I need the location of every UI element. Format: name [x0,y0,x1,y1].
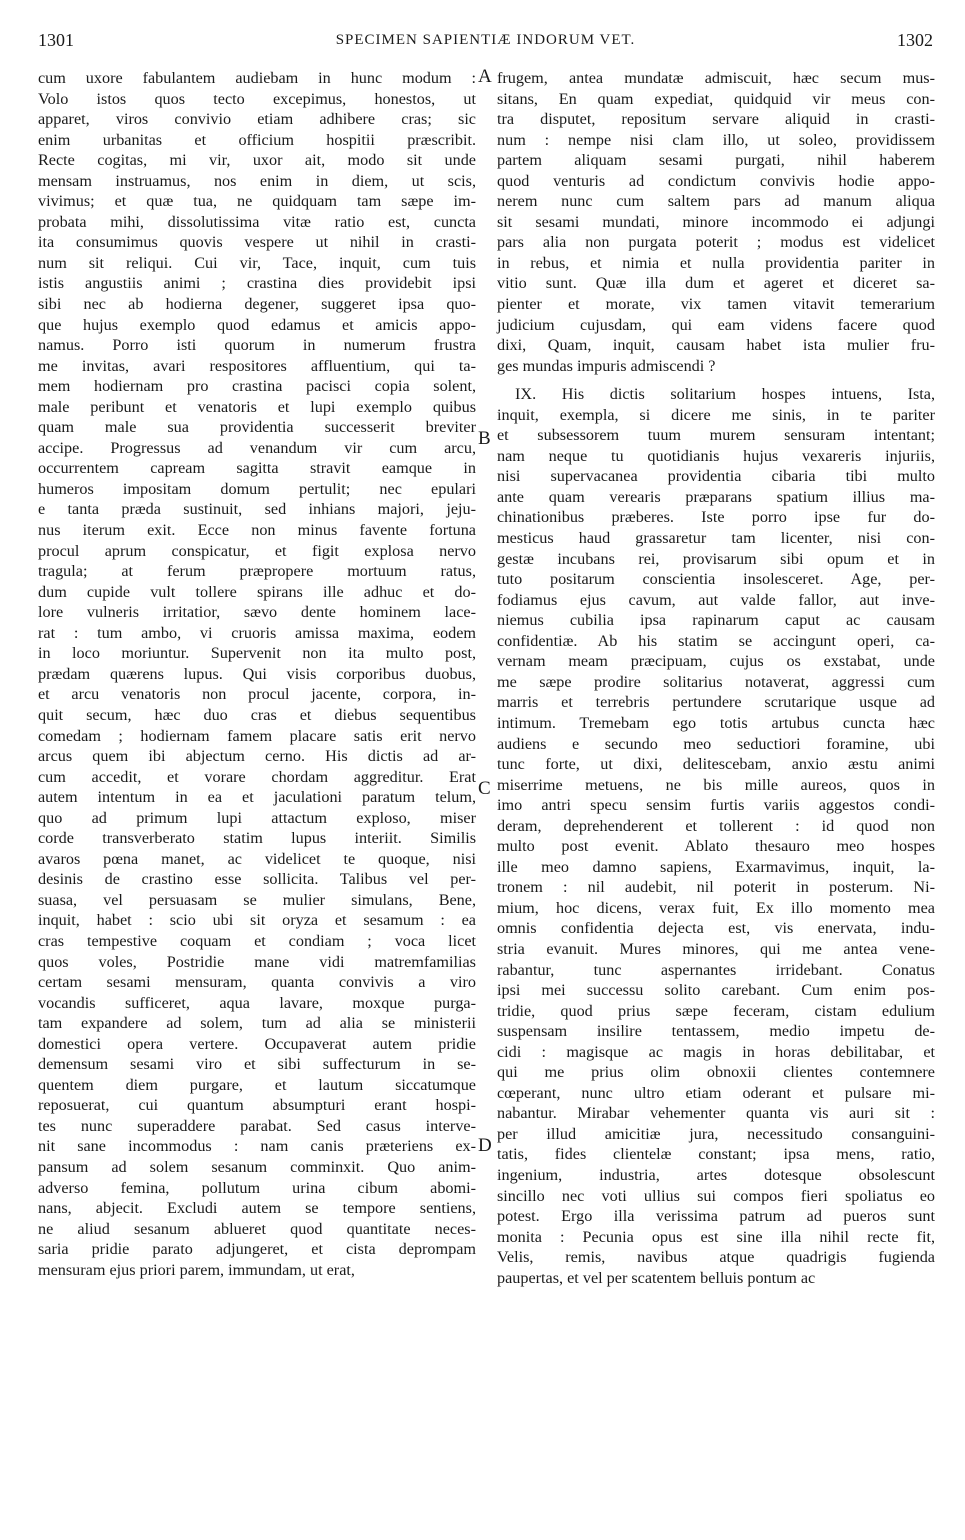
text-line: vivimus; et quæ tua, ne quidquam tam sæpe im- [38,192,476,211]
text-line: cras tempestive coquam et condiam ; voca licet [38,931,476,950]
text-line: Recte cogitas, mi vir, uxor ait, modo sit unde [38,151,476,170]
text-line: ipsi mei successu solito carebant. Cum enim pos- [497,981,935,1000]
text-line: tam expandere ad solem, tum ad alia se ministerii [38,1014,476,1033]
text-line: pansum ad solem sesanum comminxit. Quo anim- [38,1157,476,1176]
text-line: nabantur. Mirabar vehementer quanta vis auri sit : [497,1104,935,1123]
text-line: namus. Porro isti quorum in numerum frustra [38,336,476,355]
text-line: apparet, viros convivio etiam adhibere cras; sic [38,110,476,129]
text-line: quam male sua providentia successerit breviter [38,418,476,437]
text-line: qui me prius olim obnoxii clientes contemnere [497,1063,935,1082]
text-line: saria pridie parato adjungeret, et cista deprompam [38,1240,476,1259]
text-line: comedam ; hodiernam famem placare satis erit nervo [38,726,476,745]
left-column [38,68,476,1280]
text-line: deram, deprehenderent et tollerent : id quod non [497,816,935,835]
text-line: reposuerat, cui quantum absumpturi erant hospi- [38,1096,476,1115]
text-line: inquit, exempla, si dicere me sinis, in te pariter [497,405,935,424]
text-line: prædam quærens lupus. Qui visis corporibus duobus, [38,664,476,683]
text-line: lore vulneris irritatior, sævo dente hominem lace- [38,603,476,622]
text-line: probata mihi, dissolutissima vitæ ratio est, cuncta [38,212,476,231]
text-line: marris et terrebris pertundere scrutarique usque ad [497,693,935,712]
text-line: sibi nec ab hodierna degener, suggeret ipsa quo- [38,295,476,314]
text-line: ante quam verearis præparans spatium illius ma- [497,487,935,506]
text-line: in loco moriuntur. Supervenit non ita multo post, [38,644,476,663]
section-marker-c: C [478,778,491,799]
text-line: stria evanuit. Mures minores, qui me antea vene- [497,939,935,958]
text-line: et arcu venatoris non procul jacente, corpora, in- [38,685,476,704]
text-line: cidi : magisque ac magis in horas debilitabar, et [497,1042,935,1061]
running-header [38,28,933,56]
text-line: sitans, En quam expediat, quidquid vir meus con- [497,89,935,108]
text-line: fodiamus ejus cavum, aut valde fallor, aut inve- [497,590,935,609]
text-line: vernam meam præcipuam, cujus os exstabat, unde [497,652,935,671]
text-line: corde transverberato statim lupus interiit. Similis [38,829,476,848]
text-line: chinationibus præberes. Iste porro ipse fur do- [497,508,935,527]
text-line: cum accedit, et vorare chordam aggreditur. Erat [38,767,476,786]
text-line: quos voles, Postridie mane vidi matremfamilias [38,952,476,971]
text-line: frugem, antea mundatæ admiscuit, hæc secum mus- [497,69,935,87]
text-line: domestici opera vertere. Occupaverat autem pridie [38,1034,476,1053]
text-line: inquit, habet : scio ubi sit oryza et sesamum : ea [38,911,476,930]
text-line: rat : tum ambo, vi cruoris amissa maxima, eodem [38,623,476,642]
text-line: gestæ incubans rei, provisarum sibi opum et in [497,549,935,568]
text-line: sincillo nec voti ullius sui compos fieri spoliatus eo [497,1186,935,1205]
text-line: certam sesami mensuram, quanta convivis a viro [38,973,476,992]
text-line: e tanta præda sustinuit, sed inhians majori, jeju- [38,500,476,519]
text-line: tragula; at ferum præpropere mortuum ratus, [38,562,476,581]
text-line: nerem nunc cum saltem pars ad manum aliqua [497,192,935,211]
text-line: cœperant, nunc ultro etiam oderant et pulsare mi- [497,1083,935,1102]
text-line: mem hodiernam pro crastina pacisci copia solent, [38,377,476,396]
text-line: suspensam insilire tentassem, medio impetu de- [497,1022,935,1041]
text-line: judicium cujusdam, qui eam videns facere quod [497,315,935,334]
text-line: multo post evenit. Ablato thesauro meo hospes [497,837,935,856]
text-line: vocandis sufficeret, aqua lavare, moxque purga- [38,993,476,1012]
text-line: suasa, vel persuasam se mulier simulans, Bene, [38,890,476,909]
text-line: ges mundas impuris admiscendi ? [497,356,716,375]
text-line: paupertas, et vel per scatentem belluis pontum ac [497,1268,816,1287]
text-line: mensam instruamus, nos enim in diem, ut scis, [38,171,476,190]
text-line: que hujus exemplo quod edamus et amicis appo- [38,315,476,334]
text-line: procul aprum conspicatur, et figit explosa nervo [38,541,476,560]
text-line: tatis, fides clientelæ constant; ipsa mens, ratio, [497,1145,935,1164]
text-line: pars alia non purgata poterit ; modus est videlicet [497,233,935,252]
text-line: nans, abjecit. Excludi autem se tempore sentiens, [38,1199,476,1218]
text-line: ille meo damno sapiens, Exarmavimus, inquit, la- [497,857,935,876]
text-line: Velis, remis, navibus atque quadrigis fugienda [497,1248,935,1267]
text-line: nus iterum exit. Ecce non minus favente fortuna [38,521,476,540]
text-line: per illud amicitiæ jura, necessitudo consanguini- [497,1124,935,1143]
text-line: accipe. Progressus ad venandum vir cum arcu, [38,438,476,457]
text-line: rabantur, tunc aspernantes irridebant. Conatus [497,960,935,979]
text-line: mensuram ejus priori parem, immundam, ut erat, [38,1260,355,1279]
text-line: arcus quem ibi abjectum cerno. His dictis ad ar- [38,747,476,766]
text-line: occurrentem capream sagitta stravit eamque in [38,459,476,478]
text-line: tronem : nil audebit, nil poterit in posterum. Ni- [497,878,935,897]
text-line: monita : Pecunia opus est sine illa nihil recte fit, [497,1227,935,1246]
text-line: nam neque tu quotidianis hujus vexareris injuriis, [497,446,935,465]
text-line: ingenium, industria, artes dotesque obsolescunt [497,1165,935,1184]
text-line: adverso femina, pollutum urina cibum abomi- [38,1178,476,1197]
text-line: niemus cubilia ipsa rapinarum caput ac causam [497,611,935,630]
text-line: me sæpe prodire solitarius notaverat, aggressi cum [497,672,935,691]
text-line: cum uxore fabulantem audiebam in hunc modum : [38,69,476,87]
text-line: ita consumimus quovis vespere ut nihil in crasti- [38,233,476,252]
text-line: omnis confidentia dejecta est, vis enervata, indu- [497,919,935,938]
text-line: tra disputet, repositum servare aliquid in crasti- [497,110,935,129]
text-line: mesticus haud grassaretur tam licenter, nisi con- [497,529,935,548]
section-marker-b: B [478,428,491,449]
text-line: partem aliquam sesami purgati, nihil haberem [497,151,935,170]
text-line: male peribunt et venatoris et lupi exemplo quibus [38,397,476,416]
text-line: audiens e secundo meo seductiori foramine, ubi [497,734,935,753]
text-line: imo antri specu sensim furtis variis aggestos condi- [497,796,935,815]
text-line: tes nunc superaddere parabat. Sed casus interve- [38,1116,476,1135]
text-line: dum cupide vult tollere spirans ille adhuc et do- [38,582,476,601]
page-number-right: 1302 [897,30,933,50]
text-line: tridie, quod prius sæpe feceram, cistam edulium [497,1001,935,1020]
text-line: miserrime metuens, ne bis mille aureos, quos in [497,775,935,794]
section-marker-d: D [478,1135,492,1156]
text-line: mium, hoc dicens, verax fuit, Ex illo momento mea [497,898,935,917]
text-line: ne aliud sesanum ablueret quod quantitate neces- [38,1219,476,1238]
text-line: tunc forte, ut dixi, delitescebam, anxio æstu animi [497,755,935,774]
text-line: pienter et morate, vix tamen vitavit temerarium [497,295,935,314]
text-line: quit secum, hæc duo cras et diebus sequentibus [38,705,476,724]
text-line: in rebus, et nimia et nulla providentia pariter in [497,253,935,272]
text-line: autem intentum in ea et jaculationi paratum telum, [38,788,476,807]
text-line: vitio sunt. Quæ illa dum et ageret et diceret sa- [497,274,935,293]
text-line: potest. Ergo illa verissima patrum ad pueros sunt [497,1207,935,1226]
text-line: quod venturis ad condictum convivis hodie appo- [497,171,935,190]
text-line: nit sane incommodus : nam canis præteriens ex- [38,1137,476,1156]
text-line: confidentiæ. Ab his statim se accingunt operi, ca- [497,631,935,650]
text-line: IX. His dictis solitarium hospes intuens, Ista, [515,385,935,404]
running-title: SPECIMEN SAPIENTIÆ INDORUM VET. [335,32,636,48]
page-number-left: 1301 [38,30,74,50]
text-line: istis angustiis animi ; crastina dies providebit ipsi [38,274,476,293]
text-line: demensum sesami viro et sibi suffecturum in se- [38,1055,476,1074]
right-column [497,68,935,1288]
text-line: num sit reliqui. Cui vir, Tace, inquit, cum tuis [38,253,476,272]
text-line: intimum. Tremebam ego totis artubus cuncta hæc [497,713,935,732]
text-line: avaros pœna manet, ac videlicet te quoque, nisi [38,849,476,868]
text-line: num : nempe nisi clam illo, ut soleo, providissem [497,130,935,149]
text-line: sit sesami mundati, minore incommodo ei adjungi [497,212,935,231]
text-line: enim urbanitas et officium hospitii præscribit. [38,130,476,149]
text-line: Volo istos quos tecto excepimus, honestos, ut [38,89,476,108]
text-line: quentem diem purgare, et lautum siccatumque [38,1075,476,1094]
text-line: et subsessorem tuum murem sensuram intentant; [497,426,935,445]
section-marker-a: A [478,66,492,87]
text-line: me invitas, avari respositores affluentium, qui ta- [38,356,476,375]
text-line: dixi, Quam, inquit, causam habet ista mulier fru- [497,336,935,355]
text-line: desinis de crastino esse sollicita. Talibus vel per- [38,870,476,889]
text-line: nisi supervacanea providentia cibaria tibi multo [497,467,935,486]
text-line: quo ad primum lupi attactum exploso, miser [38,808,476,827]
text-line: humeros impositam domum pertulit; nec epulari [38,479,476,498]
text-line: tuto positarum conscientia insolesceret. Age, per- [497,570,935,589]
